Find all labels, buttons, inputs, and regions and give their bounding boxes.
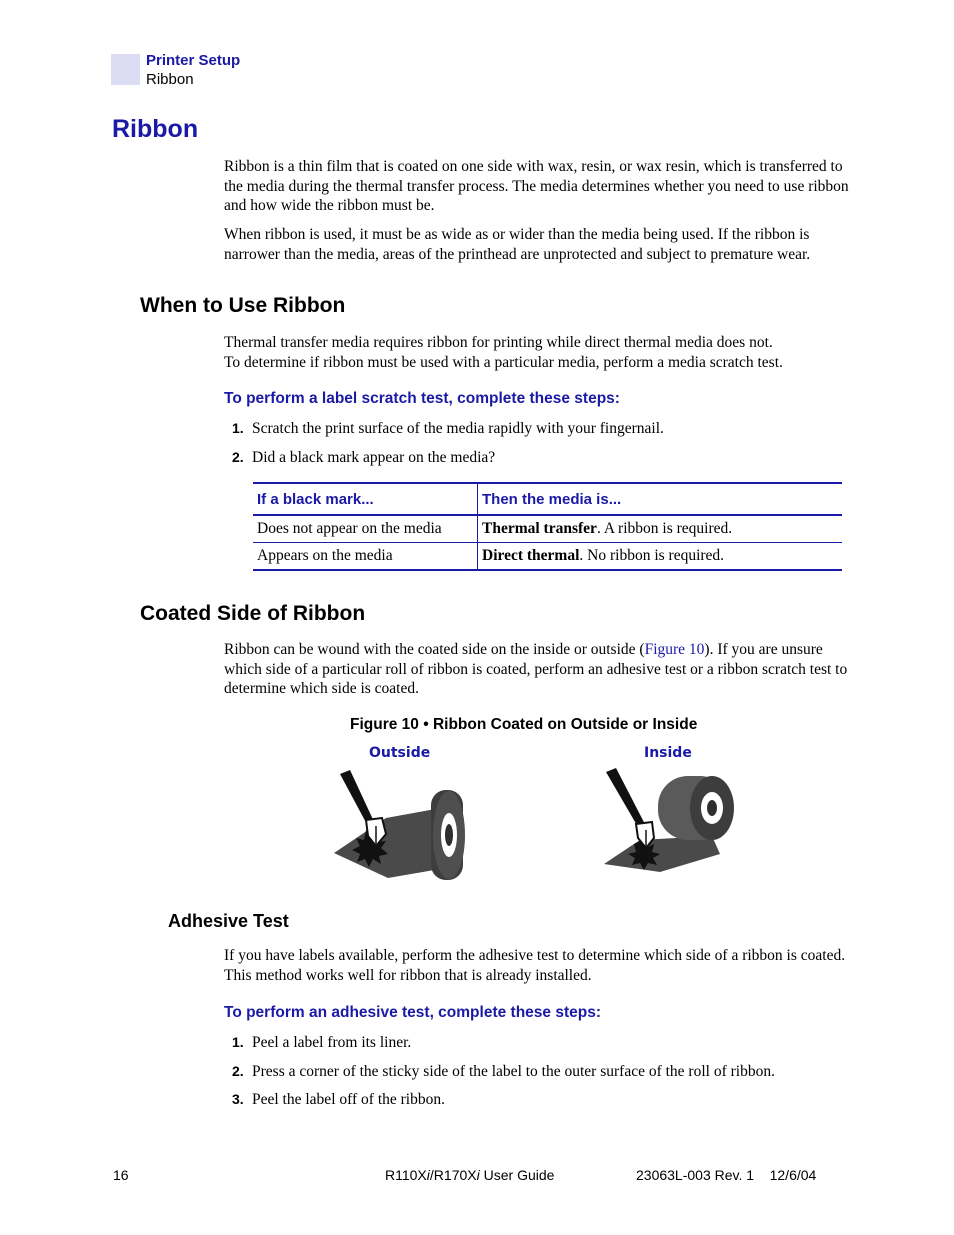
coated-text-after: ). If you are unsure which side of a particular roll of ribbon is coated, perform an adhesive test or a ribbon scratch test to determine which side is coated. xyxy=(224,641,848,697)
intro-paragraph-1: Ribbon is a thin film that is coated on one side with wax, resin, or wax resin, which is transferred to the media during the thermal transfer process. The media determines whether you need to use ribbon and how wide the ribbon must be. xyxy=(224,158,849,214)
step-number: 1. xyxy=(232,420,244,436)
adhesive-step-3 xyxy=(232,1090,445,1110)
scratch-step-2 xyxy=(232,448,495,468)
step-text: Peel a label from its liner. xyxy=(252,1034,412,1051)
result-rest: . No ribbon is required. xyxy=(579,547,725,564)
step-number: 3. xyxy=(232,1091,244,1107)
when-line-1: Thermal transfer media requires ribbon for printing while direct thermal media does not. xyxy=(224,334,773,351)
when-heading: When to Use Ribbon xyxy=(140,294,346,317)
step-text: Peel the label off of the ribbon. xyxy=(252,1091,445,1108)
step-text: Did a black mark appear on the media? xyxy=(252,449,496,466)
table-row xyxy=(253,515,842,543)
guide-part: User Guide xyxy=(479,1167,555,1183)
scratch-step-1 xyxy=(232,419,664,439)
coated-text-before: Ribbon can be wound with the coated side on the inside or outside ( xyxy=(224,641,645,658)
table-header-condition: If a black mark... xyxy=(253,483,478,515)
ribbon-inside-illustration xyxy=(600,768,740,878)
guide-part: /R170X xyxy=(429,1167,477,1183)
figure-label-outside: Outside xyxy=(369,745,431,761)
result-bold: Direct thermal xyxy=(482,547,580,564)
figure-caption: Figure 10 • Ribbon Coated on Outside or Inside xyxy=(350,716,698,733)
step-text: Press a corner of the sticky side of the label to the outer surface of the roll of ribbon. xyxy=(252,1063,775,1080)
scratch-procedure-heading: To perform a label scratch test, complete these steps: xyxy=(224,390,620,407)
coated-paragraph xyxy=(224,640,849,699)
guide-part: i xyxy=(476,1167,480,1183)
header-subsection-title: Ribbon xyxy=(146,71,194,88)
step-number: 2. xyxy=(232,449,244,465)
coated-heading: Coated Side of Ribbon xyxy=(140,602,366,625)
guide-part: i xyxy=(426,1167,430,1183)
table-cell-result xyxy=(478,543,843,571)
step-text: Scratch the print surface of the media rapidly with your fingernail. xyxy=(252,420,664,437)
adhesive-heading: Adhesive Test xyxy=(168,911,289,931)
result-rest: . A ribbon is required. xyxy=(596,520,733,537)
result-bold: Thermal transfer xyxy=(482,520,597,537)
ribbon-outside-illustration xyxy=(326,768,471,883)
adhesive-step-1 xyxy=(232,1033,411,1053)
footer-doc-number: 23063L-003 Rev. 1 12/6/04 xyxy=(636,1167,817,1183)
adhesive-procedure-heading: To perform an adhesive test, complete these steps: xyxy=(224,1004,601,1021)
page-title: Ribbon xyxy=(112,115,199,143)
intro-paragraph-2: When ribbon is used, it must be as wide as or wider than the media being used. If the ribbon is narrower than the media, areas of the printhead are unprotected and subject to premature wear. xyxy=(224,226,811,263)
table-header-row xyxy=(253,483,842,515)
figure-10-link[interactable]: Figure 10 xyxy=(644,641,705,658)
table-cell-result xyxy=(478,515,843,543)
guide-part: R110X xyxy=(385,1167,427,1183)
table-cell-condition: Does not appear on the media xyxy=(253,515,478,543)
footer-page-number: 16 xyxy=(113,1167,129,1183)
footer-guide-title xyxy=(385,1167,554,1183)
scratch-test-table xyxy=(253,482,842,571)
step-number: 2. xyxy=(232,1063,244,1079)
adhesive-paragraph: If you have labels available, perform the adhesive test to determine which side of a ribbon is coated. This method works well for ribbon that is already installed. xyxy=(224,947,846,984)
header-tab-marker xyxy=(111,54,140,85)
table-header-result: Then the media is... xyxy=(478,483,843,515)
when-paragraph xyxy=(224,333,849,372)
header-section-title: Printer Setup xyxy=(146,52,241,69)
table-row xyxy=(253,543,842,571)
table-cell-condition: Appears on the media xyxy=(253,543,478,571)
figure-label-inside: Inside xyxy=(644,745,692,761)
step-number: 1. xyxy=(232,1034,244,1050)
when-line-2: To determine if ribbon must be used with a particular media, perform a media scratch test. xyxy=(224,353,783,371)
adhesive-step-2 xyxy=(232,1062,775,1082)
